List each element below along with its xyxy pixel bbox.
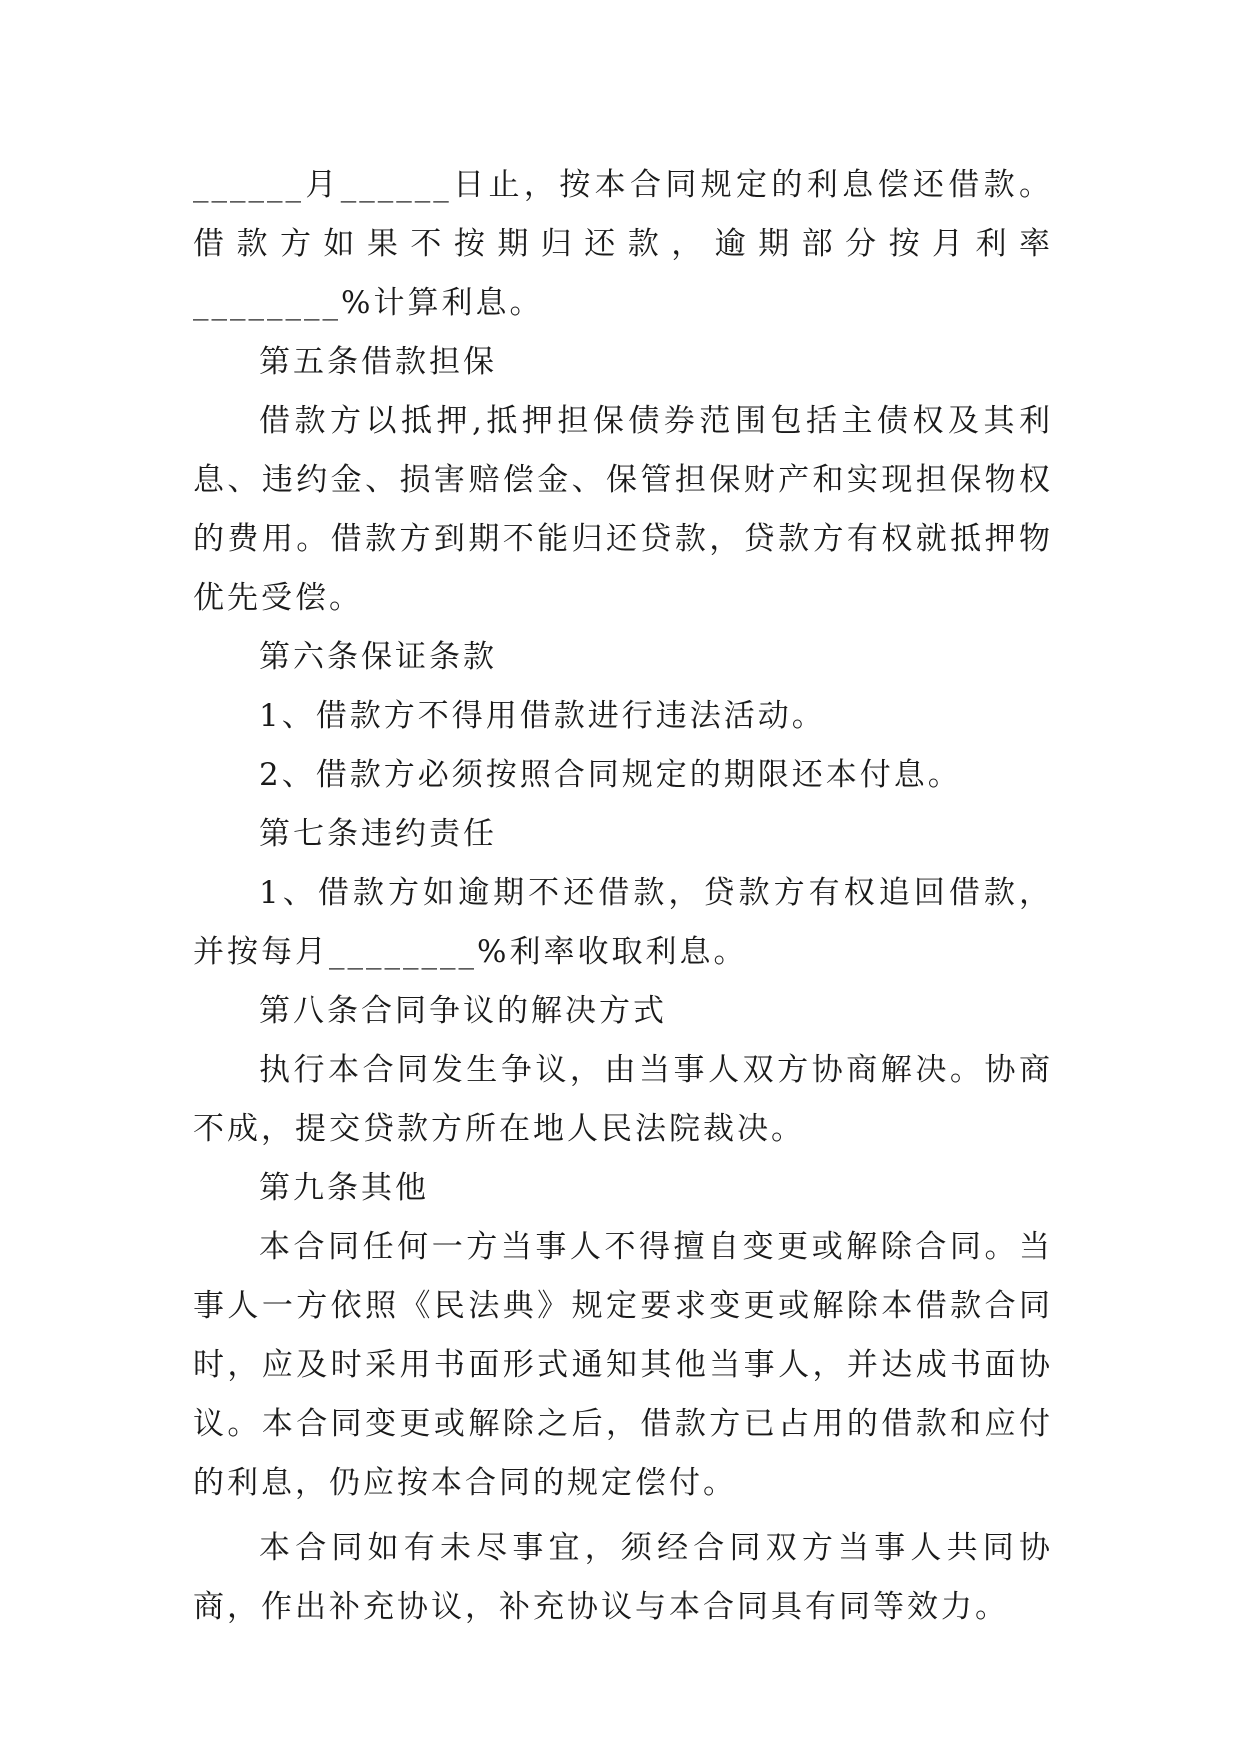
paragraph-article-9: 本合同任何一方当事人不得擅自变更或解除合同。当事人一方依照《民法典》规定要求变更或解除本借款合同时，应及时采用书面形式通知其他当事人，并达成书面协议。本合同变更或解除之后，借款方已占用的借款和应付的利息，仍应按本合同的规定偿付。 xyxy=(193,1229,1053,1501)
heading-article-5: 第五条借款担保 xyxy=(259,344,497,380)
paragraph-article-7-item-1: 1、借款方如逾期不还借款，贷款方有权追回借款，并按每月________%利率收取利息。 xyxy=(193,875,1053,970)
paragraph-article-6-item-2: 2、借款方必须按照合同规定的期限还本付息。 xyxy=(259,757,962,793)
heading-article-6: 第六条保证条款 xyxy=(259,639,497,675)
heading-article-7: 第七条违约责任 xyxy=(259,816,497,852)
document-body xyxy=(193,156,1053,1637)
paragraph-article-8: 执行本合同发生争议，由当事人双方协商解决。协商不成，提交贷款方所在地人民法院裁决。 xyxy=(193,1052,1053,1147)
paragraph-article-5: 借款方以抵押,抵押担保债券范围包括主债权及其利息、违约金、损害赔偿金、保管担保财产和实现担保物权的费用。借款方到期不能归还贷款，贷款方有权就抵押物优先受偿。 xyxy=(193,403,1053,616)
paragraph-interest-repayment: ______月______日止，按本合同规定的利息偿还借款。借款方如果不按期归还款，逾期部分按月利率________%计算利息。 xyxy=(193,167,1053,321)
paragraph-supplementary: 本合同如有未尽事宜，须经合同双方当事人共同协商，作出补充协议，补充协议与本合同具有同等效力。 xyxy=(193,1530,1053,1625)
paragraph-article-6-item-1: 1、借款方不得用借款进行违法活动。 xyxy=(259,698,826,734)
heading-article-9: 第九条其他 xyxy=(259,1170,429,1206)
heading-article-8: 第八条合同争议的解决方式 xyxy=(259,993,667,1029)
